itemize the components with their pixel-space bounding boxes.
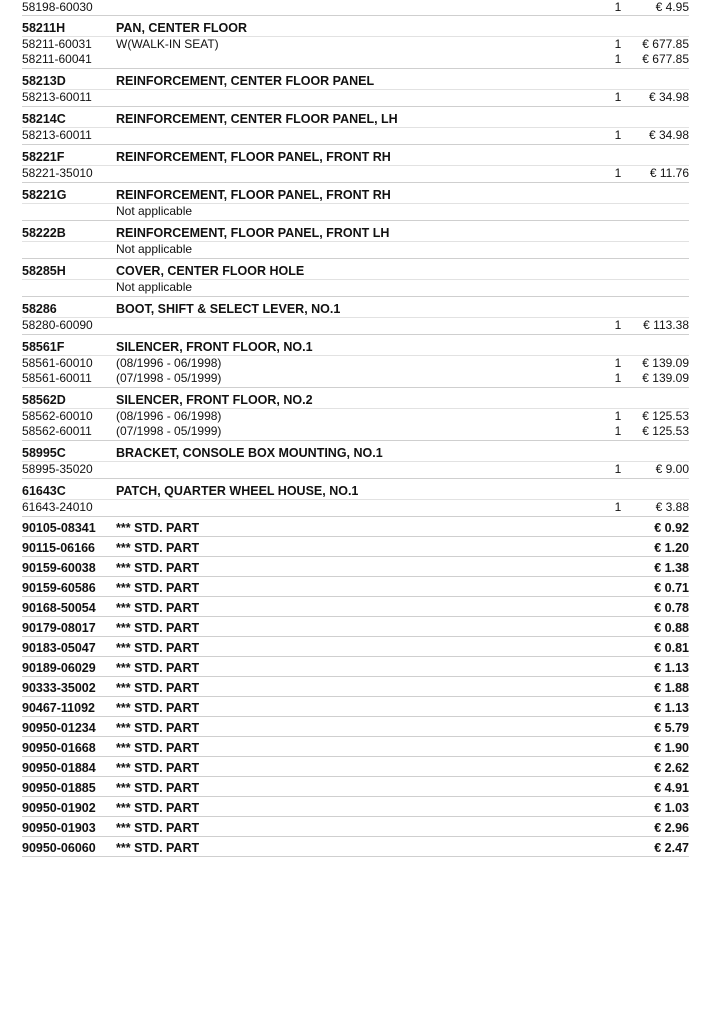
part-number: 90333-35002 [22,681,96,695]
part-number: 58562-60011 [22,424,92,438]
part-group-header [0,479,703,500]
quantity: 1 [614,0,622,14]
price: € 125.53 [642,409,689,423]
price: € 4.91 [654,781,689,795]
group-title: BOOT, SHIFT & SELECT LEVER, NO.1 [116,302,341,316]
group-title: COVER, CENTER FLOOR HOLE [116,264,305,278]
standard-part-row [0,757,703,777]
group-code: 61643C [22,484,66,498]
price: € 677.85 [642,37,689,51]
part-number: 58562-60010 [22,409,93,423]
price: € 34.98 [648,90,689,104]
part-line [0,356,703,371]
group-code: 58285H [22,264,66,278]
part-line [0,128,703,145]
part-group-header [0,69,703,90]
part-line [0,500,703,517]
standard-part-row [0,717,703,737]
part-description: *** STD. PART [116,741,200,755]
group-code: 58211H [22,21,66,35]
price: € 2.96 [654,821,689,835]
part-group-header [0,297,703,318]
quantity: 1 [614,424,622,438]
part-line [0,37,703,52]
part-description: (07/1998 - 05/1999) [116,371,222,385]
quantity: 1 [614,500,622,514]
part-number: 61643-24010 [22,500,93,514]
part-number: 90950-01885 [22,781,96,795]
part-number: 90950-01234 [22,721,96,735]
part-description: (08/1996 - 06/1998) [116,409,222,423]
part-group-header [0,183,703,204]
group-title: PAN, CENTER FLOOR [116,21,248,35]
standard-part-row [0,797,703,817]
divider [22,856,689,857]
part-description: *** STD. PART [116,721,200,735]
part-group-header [0,388,703,409]
part-number: 58561-60011 [22,371,92,385]
part-description: *** STD. PART [116,661,200,675]
part-description: *** STD. PART [116,821,200,835]
part-line [0,0,703,16]
price: € 0.81 [654,641,689,655]
standard-part-row [0,577,703,597]
part-description: *** STD. PART [116,561,200,575]
part-number: 58213-60011 [22,90,92,104]
part-description: *** STD. PART [116,541,200,555]
price: € 0.88 [654,621,689,635]
group-title: REINFORCEMENT, CENTER FLOOR PANEL, LH [116,112,398,126]
part-number: 90105-08341 [22,521,96,535]
part-number: 90115-06166 [22,541,95,555]
price: € 1.03 [654,801,689,815]
standard-part-row [0,617,703,637]
quantity: 1 [614,52,622,66]
part-line [0,424,703,441]
part-line [0,318,703,335]
price: € 1.13 [654,661,689,675]
price: € 0.92 [654,521,689,535]
price: € 34.98 [648,128,689,142]
standard-part-row [0,737,703,757]
part-description: Not applicable [116,204,193,218]
standard-part-row [0,597,703,617]
price: € 139.09 [642,371,689,385]
group-title: REINFORCEMENT, FLOOR PANEL, FRONT RH [116,150,391,164]
part-group-header [0,259,703,280]
quantity: 1 [614,318,622,332]
part-description: *** STD. PART [116,521,200,535]
part-line [0,204,703,221]
part-number: 58198-60030 [22,0,93,14]
price: € 9.00 [655,462,689,476]
part-description: *** STD. PART [116,841,200,855]
part-number: 58280-60090 [22,318,93,332]
part-description: Not applicable [116,280,193,294]
part-number: 58211-60031 [22,37,92,51]
part-description: Not applicable [116,242,193,256]
standard-part-row [0,517,703,537]
price: € 125.53 [642,424,689,438]
standard-part-row [0,777,703,797]
part-group-header [0,145,703,166]
part-line [0,280,703,297]
group-title: SILENCER, FRONT FLOOR, NO.1 [116,340,313,354]
part-description: (07/1998 - 05/1999) [116,424,222,438]
part-group-header [0,16,703,37]
price: € 0.78 [654,601,689,615]
group-code: 58221F [22,150,65,164]
group-code: 58562D [22,393,66,407]
part-description: *** STD. PART [116,681,200,695]
part-number: 90159-60586 [22,581,96,595]
part-number: 58211-60041 [22,52,92,66]
price: € 1.13 [654,701,689,715]
part-line [0,52,703,69]
part-description: *** STD. PART [116,601,200,615]
quantity: 1 [614,166,622,180]
group-title: BRACKET, CONSOLE BOX MOUNTING, NO.1 [116,446,383,460]
price: € 1.38 [654,561,689,575]
quantity: 1 [614,37,622,51]
price: € 0.71 [654,581,689,595]
group-code: 58286 [22,302,57,316]
part-number: 58221-35010 [22,166,93,180]
group-code: 58213D [22,74,66,88]
quantity: 1 [614,356,622,370]
part-description: *** STD. PART [116,581,200,595]
part-description: W(WALK-IN SEAT) [116,37,219,51]
price: € 139.09 [642,356,689,370]
group-code: 58214C [22,112,66,126]
part-line [0,371,703,388]
part-description: *** STD. PART [116,621,200,635]
group-code: 58561F [22,340,65,354]
price: € 677.85 [642,52,689,66]
part-line [0,90,703,107]
part-line [0,242,703,259]
price: € 1.20 [654,541,689,555]
part-number: 90168-50054 [22,601,96,615]
quantity: 1 [614,462,622,476]
part-number: 58561-60010 [22,356,93,370]
standard-parts-list [0,517,703,857]
part-number: 90189-06029 [22,661,96,675]
price: € 5.79 [654,721,689,735]
price: € 4.95 [655,0,689,14]
part-description: *** STD. PART [116,761,200,775]
part-number: 90183-05047 [22,641,96,655]
part-line [0,166,703,183]
part-description: *** STD. PART [116,641,200,655]
standard-part-row [0,557,703,577]
standard-part-row [0,657,703,677]
part-number: 90950-01903 [22,821,96,835]
standard-part-row [0,817,703,837]
part-group-header [0,107,703,128]
standard-part-row [0,537,703,557]
standard-part-row [0,677,703,697]
part-line [0,462,703,479]
part-number: 90950-06060 [22,841,96,855]
price: € 113.38 [643,318,689,332]
quantity: 1 [614,409,622,423]
price: € 1.88 [654,681,689,695]
part-number: 90179-08017 [22,621,96,635]
quantity: 1 [614,128,622,142]
quantity: 1 [614,371,622,385]
group-title: SILENCER, FRONT FLOOR, NO.2 [116,393,313,407]
price: € 2.62 [654,761,689,775]
group-code: 58221G [22,188,67,202]
standard-part-row [0,637,703,657]
part-description: *** STD. PART [116,701,200,715]
part-number: 58213-60011 [22,128,92,142]
group-code: 58222B [22,226,66,240]
part-group-header [0,221,703,242]
standard-part-row [0,837,703,857]
part-group-header [0,441,703,462]
price: € 1.90 [654,741,689,755]
part-description: *** STD. PART [116,781,200,795]
group-title: REINFORCEMENT, FLOOR PANEL, FRONT LH [116,226,390,240]
part-number: 90950-01884 [22,761,96,775]
part-description: (08/1996 - 06/1998) [116,356,222,370]
group-title: REINFORCEMENT, CENTER FLOOR PANEL [116,74,375,88]
part-number: 90159-60038 [22,561,96,575]
part-description: *** STD. PART [116,801,200,815]
price: € 3.88 [655,500,689,514]
part-number: 58995-35020 [22,462,93,476]
quantity: 1 [614,90,622,104]
price: € 2.47 [654,841,689,855]
price: € 11.76 [649,166,689,180]
part-number: 90950-01902 [22,801,96,815]
part-group-header [0,335,703,356]
part-number: 90467-11092 [22,701,95,715]
group-title: REINFORCEMENT, FLOOR PANEL, FRONT RH [116,188,391,202]
part-number: 90950-01668 [22,741,96,755]
group-title: PATCH, QUARTER WHEEL HOUSE, NO.1 [116,484,359,498]
part-line [0,409,703,424]
group-code: 58995C [22,446,66,460]
standard-part-row [0,697,703,717]
